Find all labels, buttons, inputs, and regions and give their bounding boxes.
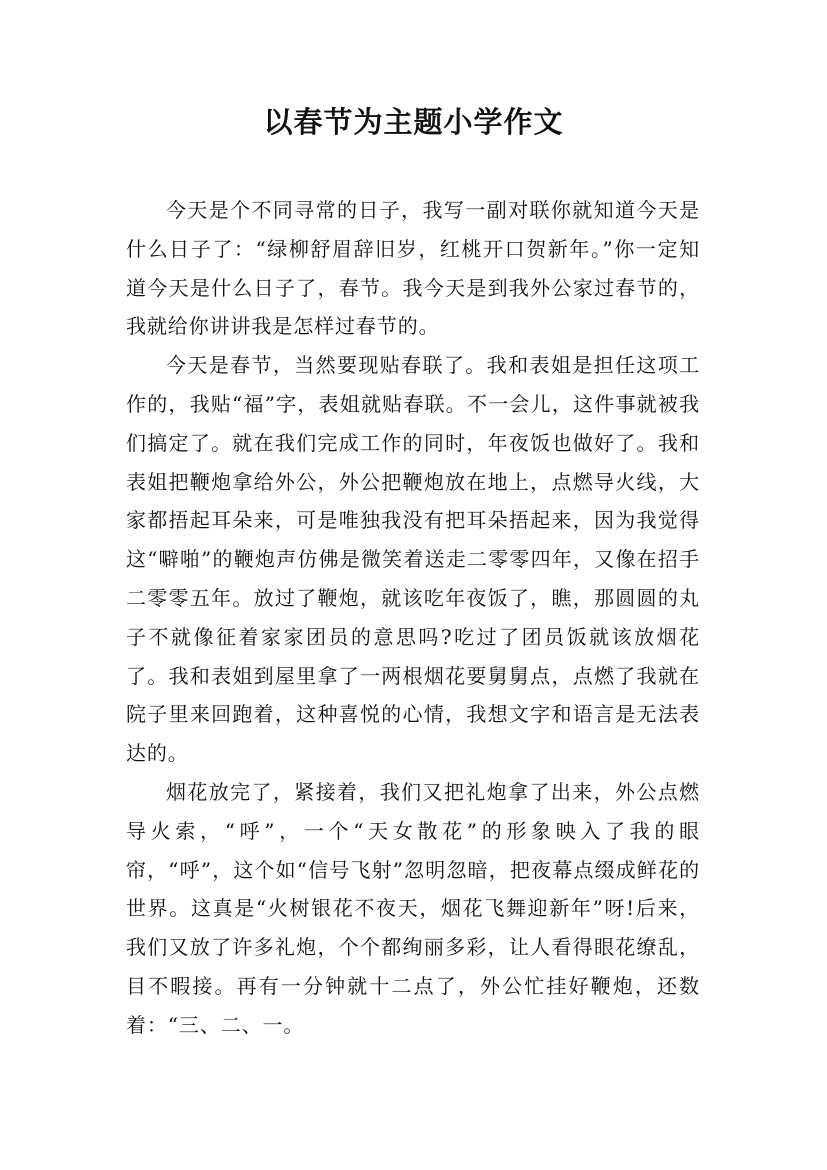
paragraph-3: 烟花放完了，紧接着，我们又把礼炮拿了出来，外公点燃导火索，“呼”，一个“天女散花”的形象映入了我的眼帘，“呼”，这个如“信号飞射”忽明忽暗，把夜幕点缀成鲜花的世界。这真是“火树银花不夜天，烟花飞舞迎新年”呀!后来，我们又放了许多礼炮，个个都绚丽多彩，让人看得眼花缭乱，目不暇接。再有一分钟就十二点了，外公忙挂好鞭炮，还数着：“三、二、一。 bbox=[126, 779, 700, 1037]
document-body bbox=[126, 191, 700, 1045]
paragraph-2: 今天是春节，当然要现贴春联了。我和表姐是担任这项工作的，我贴“福”字，表姐就贴春联。不一会儿，这件事就被我们搞定了。就在我们完成工作的同时，年夜饭也做好了。我和表姐把鞭炮拿给外公，外公把鞭炮放在地上，点燃导火线，大家都捂起耳朵来，可是唯独我没有把耳朵捂起来，因为我觉得这“噼啪”的鞭炮声仿佛是微笑着送走二零零四年，又像在招手二零零五年。放过了鞭炮，就该吃年夜饭了，瞧，那圆圆的丸子不就像征着家家团员的意思吗?吃过了团员饭就该放烟花了。我和表姐到屋里拿了一两根烟花要舅舅点，点燃了我就在院子里来回跑着，这种喜悦的心情，我想文字和语言是无法表达的。 bbox=[126, 353, 700, 766]
document-title: 以春节为主题小学作文 bbox=[263, 105, 564, 139]
paragraph-1: 今天是个不同寻常的日子，我写一副对联你就知道今天是什么日子了：“绿柳舒眉辞旧岁，红桃开口贺新年。”你一定知道今天是什么日子了，春节。我今天是到我外公家过春节的，我就给你讲讲我是怎样过春节的。 bbox=[126, 198, 700, 339]
